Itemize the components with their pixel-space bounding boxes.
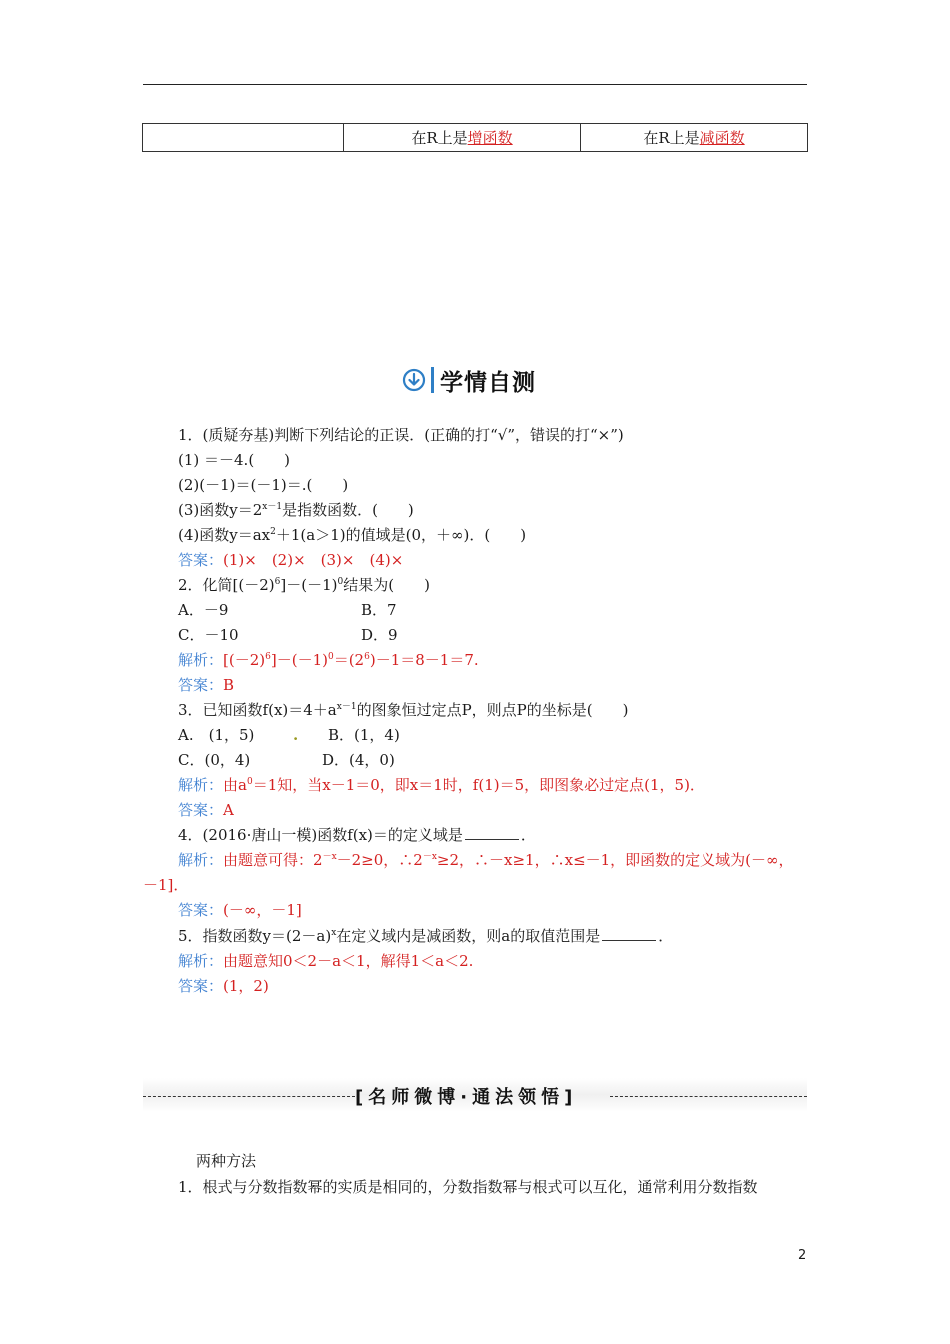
- q4-analysis-continued: －1]．: [143, 876, 189, 894]
- page-number: 2: [798, 1248, 807, 1263]
- stray-dot-mark: .: [293, 726, 299, 744]
- divider-dash-right: [610, 1096, 807, 1097]
- monotonicity-table: [142, 123, 808, 152]
- q2-answer: 答案：B: [178, 676, 235, 694]
- answer-blank: [602, 926, 656, 941]
- q3-stem: 3．已知函数$f(x)=4+a^{x-1}$的图象恒过定点P，则点P的坐标是( ): [178, 701, 629, 719]
- header-rule: [143, 84, 807, 85]
- q2-stem: 2．化简$[(-2)^6]-(-1)^0$结果为( ): [178, 576, 430, 594]
- q1-item-3: (3)函数$y=2^{x-1}$是指数函数．( ): [178, 501, 414, 519]
- divider-title: [名师微博·通法领悟]: [355, 1087, 578, 1108]
- q2-option-a: A．－9: [178, 601, 229, 619]
- divider-dash-left: [143, 1096, 355, 1097]
- table-row: [143, 124, 808, 152]
- methods-paragraph-1: 1．根式与分数指数幂的实质是相同的，分数指数幂与根式可以互化，通常利用分数指数: [178, 1178, 758, 1196]
- q1-stem: 1．(质疑夯基)判断下列结论的正误．(正确的打“√”，错误的打“×”): [178, 426, 624, 444]
- section-title-text: 学情自测: [440, 369, 536, 396]
- section-title: [402, 364, 536, 396]
- q3-option-a: A. (1，5): [178, 726, 255, 744]
- q5-stem: 5．指数函数$y=(2-a)^x$在定义域内是减函数，则a的取值范围是 ．: [178, 927, 674, 945]
- q3-option-b: B．(1，4): [328, 726, 400, 744]
- q1-answer: 答案：(1)× (2)× (3)× (4)×: [178, 551, 404, 569]
- title-bar: [431, 367, 434, 393]
- q2-analysis: 解析：$[(-2)^6]-(-1)^0=(2^6)-1=8-1=7$.: [178, 651, 479, 669]
- arrow-down-circle-icon: [402, 368, 426, 392]
- table-cell-empty: [143, 124, 344, 152]
- q3-answer: 答案：A: [178, 801, 234, 819]
- q4-stem: 4．(2016·唐山一模)函数f(x)＝的定义域是 ．: [178, 826, 536, 844]
- q3-option-d: D．(4，0): [322, 751, 395, 769]
- q5-answer: 答案：(1，2): [178, 977, 269, 995]
- table-cell-decreasing: 在R上是减函数: [581, 124, 808, 152]
- methods-heading: 两种方法: [196, 1152, 257, 1170]
- q3-option-c: C．(0，4): [178, 751, 251, 769]
- q5-analysis: 解析：由题意知0＜2－a＜1，解得1＜a＜2.: [178, 952, 474, 970]
- q1-item-2: (2)(－1)＝(－1)＝.( ): [178, 476, 349, 494]
- q1-item-1: (1) ＝－4.( ): [178, 451, 291, 469]
- q3-analysis: 解析：由$a^0=1$知，当x－1＝0，即x＝1时，f(1)＝5，即图象必过定点(1，5)．: [178, 776, 705, 794]
- decreasing-highlight: 减函数: [699, 129, 745, 147]
- q2-option-d: D．9: [361, 626, 398, 644]
- q1-item-4: (4)函数$y=ax^2+1(a>1)$的值域是(0，＋∞)．( ): [178, 526, 527, 544]
- q2-option-c: C．－10: [178, 626, 239, 644]
- answer-blank: [465, 825, 519, 840]
- table-cell-increasing: 在R上是增函数: [344, 124, 581, 152]
- q4-answer: 答案：(－∞，－1]: [178, 901, 302, 919]
- q4-analysis: 解析：由题意可得：$2^{-x}-2\ge 0$，$\therefore 2^{-x}\ge 2$，∴－x≥1，∴x≤－1，即函数的定义域为(－∞，: [178, 851, 794, 869]
- q2-option-b: B．7: [361, 601, 397, 619]
- increasing-highlight: 增函数: [467, 129, 513, 147]
